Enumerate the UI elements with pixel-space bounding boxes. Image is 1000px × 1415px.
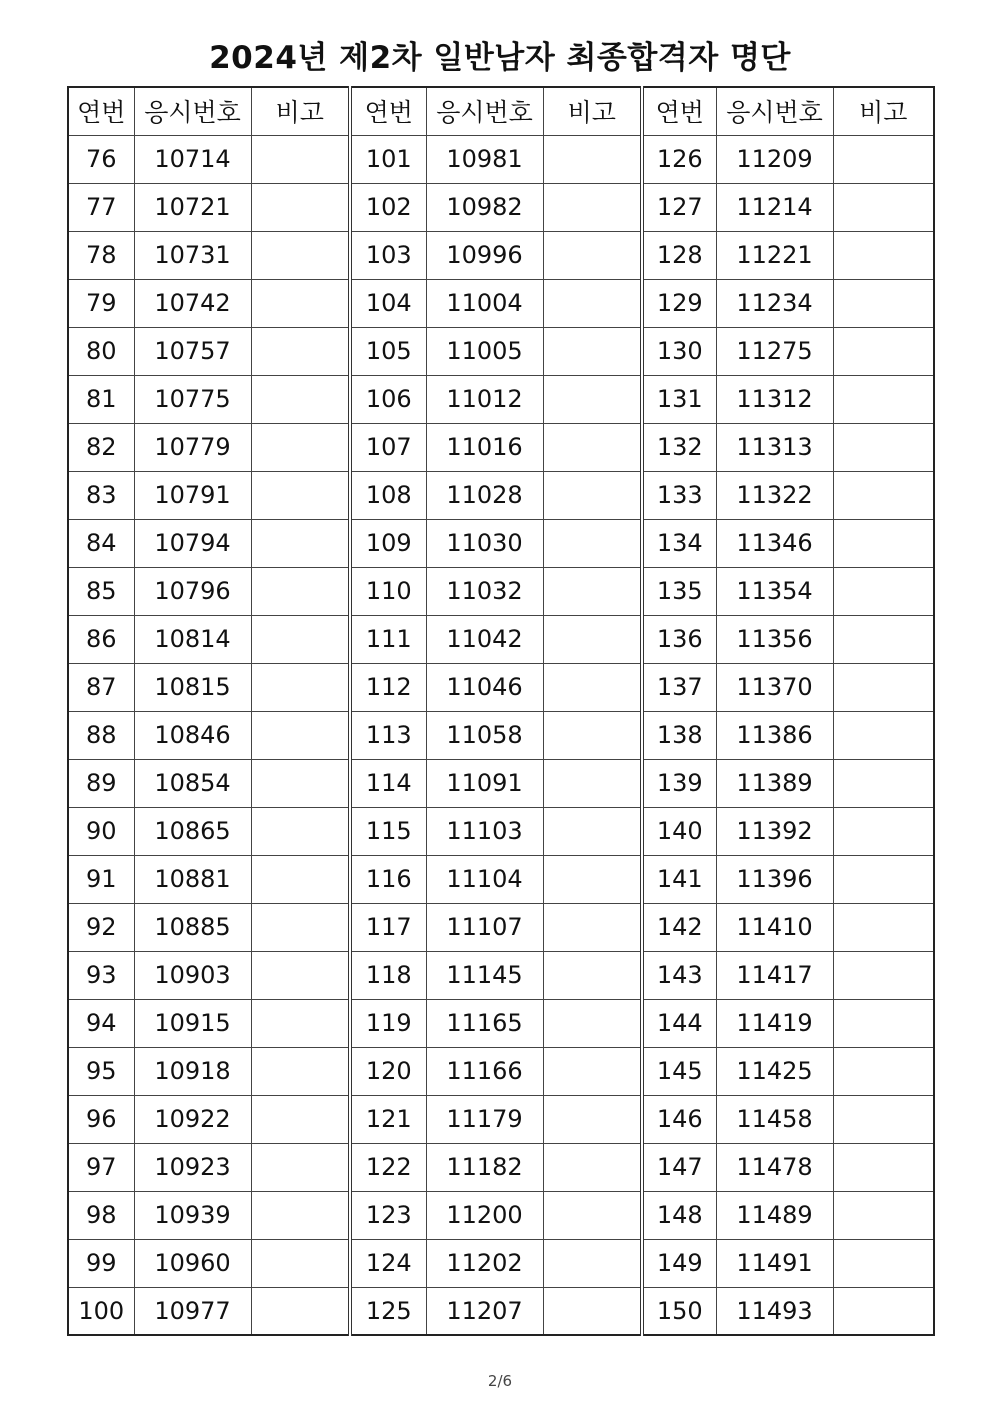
header-exam-number: 응시번호 (426, 87, 543, 135)
table-row (68, 807, 934, 855)
remarks-cell (251, 999, 350, 1047)
remarks-cell (251, 471, 350, 519)
serial-number-cell: 85 (68, 567, 134, 615)
remarks-cell (833, 135, 934, 183)
table-row (68, 711, 934, 759)
exam-number-cell: 11030 (426, 519, 543, 567)
remarks-cell (543, 1287, 642, 1335)
serial-number-cell: 97 (68, 1143, 134, 1191)
serial-number-cell: 127 (642, 183, 716, 231)
serial-number-cell: 138 (642, 711, 716, 759)
serial-number-cell: 80 (68, 327, 134, 375)
serial-number-cell: 111 (350, 615, 426, 663)
serial-number-cell: 107 (350, 423, 426, 471)
exam-number-cell: 11200 (426, 1191, 543, 1239)
serial-number-cell: 88 (68, 711, 134, 759)
table-row (68, 1191, 934, 1239)
table-row (68, 1287, 934, 1335)
serial-number-cell: 126 (642, 135, 716, 183)
serial-number-cell: 86 (68, 615, 134, 663)
exam-number-cell: 11221 (716, 231, 833, 279)
remarks-cell (833, 1191, 934, 1239)
serial-number-cell: 129 (642, 279, 716, 327)
remarks-cell (251, 1239, 350, 1287)
remarks-cell (833, 183, 934, 231)
remarks-cell (543, 375, 642, 423)
header-serial: 연번 (642, 87, 716, 135)
exam-number-cell: 10814 (134, 615, 251, 663)
remarks-cell (833, 471, 934, 519)
remarks-cell (543, 471, 642, 519)
table-row (68, 759, 934, 807)
exam-number-cell: 10939 (134, 1191, 251, 1239)
exam-number-cell: 11392 (716, 807, 833, 855)
remarks-cell (833, 1095, 934, 1143)
serial-number-cell: 139 (642, 759, 716, 807)
serial-number-cell: 76 (68, 135, 134, 183)
exam-number-cell: 11046 (426, 663, 543, 711)
exam-number-cell: 10794 (134, 519, 251, 567)
exam-number-cell: 10960 (134, 1239, 251, 1287)
table-row (68, 903, 934, 951)
remarks-cell (543, 855, 642, 903)
remarks-cell (251, 1047, 350, 1095)
exam-number-cell: 11005 (426, 327, 543, 375)
remarks-cell (251, 1095, 350, 1143)
exam-number-cell: 10721 (134, 183, 251, 231)
remarks-cell (833, 615, 934, 663)
exam-number-cell: 11214 (716, 183, 833, 231)
exam-number-cell: 10981 (426, 135, 543, 183)
serial-number-cell: 90 (68, 807, 134, 855)
serial-number-cell: 140 (642, 807, 716, 855)
serial-number-cell: 148 (642, 1191, 716, 1239)
serial-number-cell: 83 (68, 471, 134, 519)
serial-number-cell: 121 (350, 1095, 426, 1143)
remarks-cell (251, 1143, 350, 1191)
serial-number-cell: 143 (642, 951, 716, 999)
exam-number-cell: 10731 (134, 231, 251, 279)
remarks-cell (543, 807, 642, 855)
exam-number-cell: 11389 (716, 759, 833, 807)
serial-number-cell: 93 (68, 951, 134, 999)
remarks-cell (833, 1287, 934, 1335)
remarks-cell (543, 327, 642, 375)
remarks-cell (543, 135, 642, 183)
remarks-cell (543, 519, 642, 567)
exam-number-cell: 11489 (716, 1191, 833, 1239)
remarks-cell (251, 567, 350, 615)
exam-number-cell: 11425 (716, 1047, 833, 1095)
remarks-cell (251, 279, 350, 327)
remarks-cell (833, 567, 934, 615)
serial-number-cell: 100 (68, 1287, 134, 1335)
exam-number-cell: 11103 (426, 807, 543, 855)
serial-number-cell: 102 (350, 183, 426, 231)
serial-number-cell: 89 (68, 759, 134, 807)
remarks-cell (833, 423, 934, 471)
exam-number-cell: 10915 (134, 999, 251, 1047)
remarks-cell (251, 615, 350, 663)
exam-number-cell: 11275 (716, 327, 833, 375)
serial-number-cell: 87 (68, 663, 134, 711)
remarks-cell (251, 855, 350, 903)
serial-number-cell: 123 (350, 1191, 426, 1239)
serial-number-cell: 133 (642, 471, 716, 519)
serial-number-cell: 118 (350, 951, 426, 999)
exam-number-cell: 10815 (134, 663, 251, 711)
serial-number-cell: 94 (68, 999, 134, 1047)
exam-number-cell: 11165 (426, 999, 543, 1047)
exam-number-cell: 11458 (716, 1095, 833, 1143)
exam-number-cell: 11207 (426, 1287, 543, 1335)
serial-number-cell: 136 (642, 615, 716, 663)
serial-number-cell: 91 (68, 855, 134, 903)
remarks-cell (543, 759, 642, 807)
table-row (68, 327, 934, 375)
exam-number-cell: 10982 (426, 183, 543, 231)
exam-number-cell: 11234 (716, 279, 833, 327)
serial-number-cell: 108 (350, 471, 426, 519)
exam-number-cell: 11107 (426, 903, 543, 951)
exam-number-cell: 10796 (134, 567, 251, 615)
header-remarks: 비고 (251, 87, 350, 135)
serial-number-cell: 78 (68, 231, 134, 279)
serial-number-cell: 79 (68, 279, 134, 327)
exam-number-cell: 11004 (426, 279, 543, 327)
exam-number-cell: 10918 (134, 1047, 251, 1095)
exam-number-cell: 11493 (716, 1287, 833, 1335)
remarks-cell (543, 615, 642, 663)
serial-number-cell: 105 (350, 327, 426, 375)
table-row (68, 519, 934, 567)
exam-number-cell: 11028 (426, 471, 543, 519)
exam-number-cell: 11396 (716, 855, 833, 903)
serial-number-cell: 112 (350, 663, 426, 711)
remarks-cell (833, 855, 934, 903)
exam-number-cell: 10714 (134, 135, 251, 183)
remarks-cell (251, 375, 350, 423)
serial-number-cell: 122 (350, 1143, 426, 1191)
header-remarks: 비고 (543, 87, 642, 135)
remarks-cell (833, 1143, 934, 1191)
header-exam-number: 응시번호 (134, 87, 251, 135)
remarks-cell (833, 903, 934, 951)
table-body (68, 135, 934, 1335)
exam-number-cell: 11491 (716, 1239, 833, 1287)
header-serial: 연번 (68, 87, 134, 135)
table-row (68, 1239, 934, 1287)
exam-number-cell: 11386 (716, 711, 833, 759)
serial-number-cell: 147 (642, 1143, 716, 1191)
serial-number-cell: 116 (350, 855, 426, 903)
exam-number-cell: 11322 (716, 471, 833, 519)
exam-number-cell: 10865 (134, 807, 251, 855)
remarks-cell (543, 903, 642, 951)
exam-number-cell: 10923 (134, 1143, 251, 1191)
exam-number-cell: 11202 (426, 1239, 543, 1287)
remarks-cell (543, 231, 642, 279)
remarks-cell (833, 951, 934, 999)
remarks-cell (833, 279, 934, 327)
exam-number-cell: 11182 (426, 1143, 543, 1191)
header-remarks: 비고 (833, 87, 934, 135)
exam-number-cell: 11419 (716, 999, 833, 1047)
remarks-cell (543, 711, 642, 759)
serial-number-cell: 135 (642, 567, 716, 615)
exam-number-cell: 11354 (716, 567, 833, 615)
serial-number-cell: 106 (350, 375, 426, 423)
remarks-cell (251, 135, 350, 183)
table-row (68, 615, 934, 663)
exam-number-cell: 11209 (716, 135, 833, 183)
serial-number-cell: 77 (68, 183, 134, 231)
serial-number-cell: 104 (350, 279, 426, 327)
serial-number-cell: 146 (642, 1095, 716, 1143)
exam-number-cell: 11104 (426, 855, 543, 903)
serial-number-cell: 120 (350, 1047, 426, 1095)
serial-number-cell: 119 (350, 999, 426, 1047)
serial-number-cell: 149 (642, 1239, 716, 1287)
exam-number-cell: 10881 (134, 855, 251, 903)
remarks-cell (543, 423, 642, 471)
remarks-cell (833, 1239, 934, 1287)
header-serial: 연번 (350, 87, 426, 135)
remarks-cell (833, 807, 934, 855)
exam-number-cell: 11016 (426, 423, 543, 471)
serial-number-cell: 124 (350, 1239, 426, 1287)
remarks-cell (833, 759, 934, 807)
exam-number-cell: 10791 (134, 471, 251, 519)
serial-number-cell: 103 (350, 231, 426, 279)
serial-number-cell: 82 (68, 423, 134, 471)
exam-number-cell: 10903 (134, 951, 251, 999)
exam-number-cell: 10854 (134, 759, 251, 807)
serial-number-cell: 101 (350, 135, 426, 183)
remarks-cell (543, 1143, 642, 1191)
table-row (68, 1143, 934, 1191)
table-row (68, 423, 934, 471)
exam-number-cell: 11356 (716, 615, 833, 663)
header-exam-number: 응시번호 (716, 87, 833, 135)
serial-number-cell: 150 (642, 1287, 716, 1335)
table-row (68, 951, 934, 999)
serial-number-cell: 99 (68, 1239, 134, 1287)
remarks-cell (251, 423, 350, 471)
remarks-cell (543, 1047, 642, 1095)
table-row (68, 663, 934, 711)
exam-number-cell: 10846 (134, 711, 251, 759)
table-row (68, 1095, 934, 1143)
remarks-cell (251, 231, 350, 279)
exam-number-cell: 11145 (426, 951, 543, 999)
serial-number-cell: 134 (642, 519, 716, 567)
remarks-cell (543, 951, 642, 999)
exam-number-cell: 11346 (716, 519, 833, 567)
remarks-cell (251, 1287, 350, 1335)
header-row (68, 87, 934, 135)
serial-number-cell: 115 (350, 807, 426, 855)
serial-number-cell: 142 (642, 903, 716, 951)
serial-number-cell: 128 (642, 231, 716, 279)
results-table (67, 86, 935, 1336)
serial-number-cell: 145 (642, 1047, 716, 1095)
serial-number-cell: 113 (350, 711, 426, 759)
remarks-cell (833, 519, 934, 567)
serial-number-cell: 110 (350, 567, 426, 615)
serial-number-cell: 96 (68, 1095, 134, 1143)
exam-number-cell: 10775 (134, 375, 251, 423)
exam-number-cell: 11012 (426, 375, 543, 423)
remarks-cell (833, 1047, 934, 1095)
remarks-cell (251, 327, 350, 375)
remarks-cell (543, 183, 642, 231)
remarks-cell (833, 231, 934, 279)
exam-number-cell: 10757 (134, 327, 251, 375)
serial-number-cell: 125 (350, 1287, 426, 1335)
table-row (68, 1047, 934, 1095)
table-row (68, 279, 934, 327)
serial-number-cell: 132 (642, 423, 716, 471)
remarks-cell (251, 903, 350, 951)
remarks-cell (543, 1239, 642, 1287)
serial-number-cell: 81 (68, 375, 134, 423)
serial-number-cell: 98 (68, 1191, 134, 1239)
table-row (68, 183, 934, 231)
exam-number-cell: 11042 (426, 615, 543, 663)
exam-number-cell: 11179 (426, 1095, 543, 1143)
remarks-cell (251, 183, 350, 231)
serial-number-cell: 92 (68, 903, 134, 951)
exam-number-cell: 11166 (426, 1047, 543, 1095)
page-title: 2024년 제2차 일반남자 최종합격자 명단 (209, 40, 791, 76)
serial-number-cell: 84 (68, 519, 134, 567)
remarks-cell (251, 951, 350, 999)
remarks-cell (833, 327, 934, 375)
page-number: 2/6 (487, 1372, 513, 1390)
exam-number-cell: 11410 (716, 903, 833, 951)
remarks-cell (833, 375, 934, 423)
exam-number-cell: 10996 (426, 231, 543, 279)
table-row (68, 375, 934, 423)
remarks-cell (543, 1095, 642, 1143)
table-row (68, 567, 934, 615)
exam-number-cell: 10779 (134, 423, 251, 471)
table-row (68, 471, 934, 519)
exam-number-cell: 11312 (716, 375, 833, 423)
remarks-cell (543, 279, 642, 327)
remarks-cell (251, 759, 350, 807)
serial-number-cell: 130 (642, 327, 716, 375)
remarks-cell (543, 663, 642, 711)
remarks-cell (251, 807, 350, 855)
serial-number-cell: 137 (642, 663, 716, 711)
exam-number-cell: 11478 (716, 1143, 833, 1191)
remarks-cell (833, 999, 934, 1047)
remarks-cell (543, 1191, 642, 1239)
serial-number-cell: 144 (642, 999, 716, 1047)
remarks-cell (543, 567, 642, 615)
table-row (68, 231, 934, 279)
serial-number-cell: 141 (642, 855, 716, 903)
remarks-cell (543, 999, 642, 1047)
remarks-cell (251, 519, 350, 567)
exam-number-cell: 11313 (716, 423, 833, 471)
serial-number-cell: 114 (350, 759, 426, 807)
serial-number-cell: 117 (350, 903, 426, 951)
exam-number-cell: 11091 (426, 759, 543, 807)
exam-number-cell: 10885 (134, 903, 251, 951)
exam-number-cell: 10742 (134, 279, 251, 327)
serial-number-cell: 109 (350, 519, 426, 567)
exam-number-cell: 11032 (426, 567, 543, 615)
remarks-cell (251, 1191, 350, 1239)
exam-number-cell: 11058 (426, 711, 543, 759)
serial-number-cell: 131 (642, 375, 716, 423)
table-row (68, 855, 934, 903)
exam-number-cell: 11417 (716, 951, 833, 999)
exam-number-cell: 11370 (716, 663, 833, 711)
remarks-cell (251, 663, 350, 711)
remarks-cell (833, 711, 934, 759)
exam-number-cell: 10922 (134, 1095, 251, 1143)
serial-number-cell: 95 (68, 1047, 134, 1095)
table-row (68, 999, 934, 1047)
remarks-cell (251, 711, 350, 759)
table-row (68, 135, 934, 183)
remarks-cell (833, 663, 934, 711)
exam-number-cell: 10977 (134, 1287, 251, 1335)
